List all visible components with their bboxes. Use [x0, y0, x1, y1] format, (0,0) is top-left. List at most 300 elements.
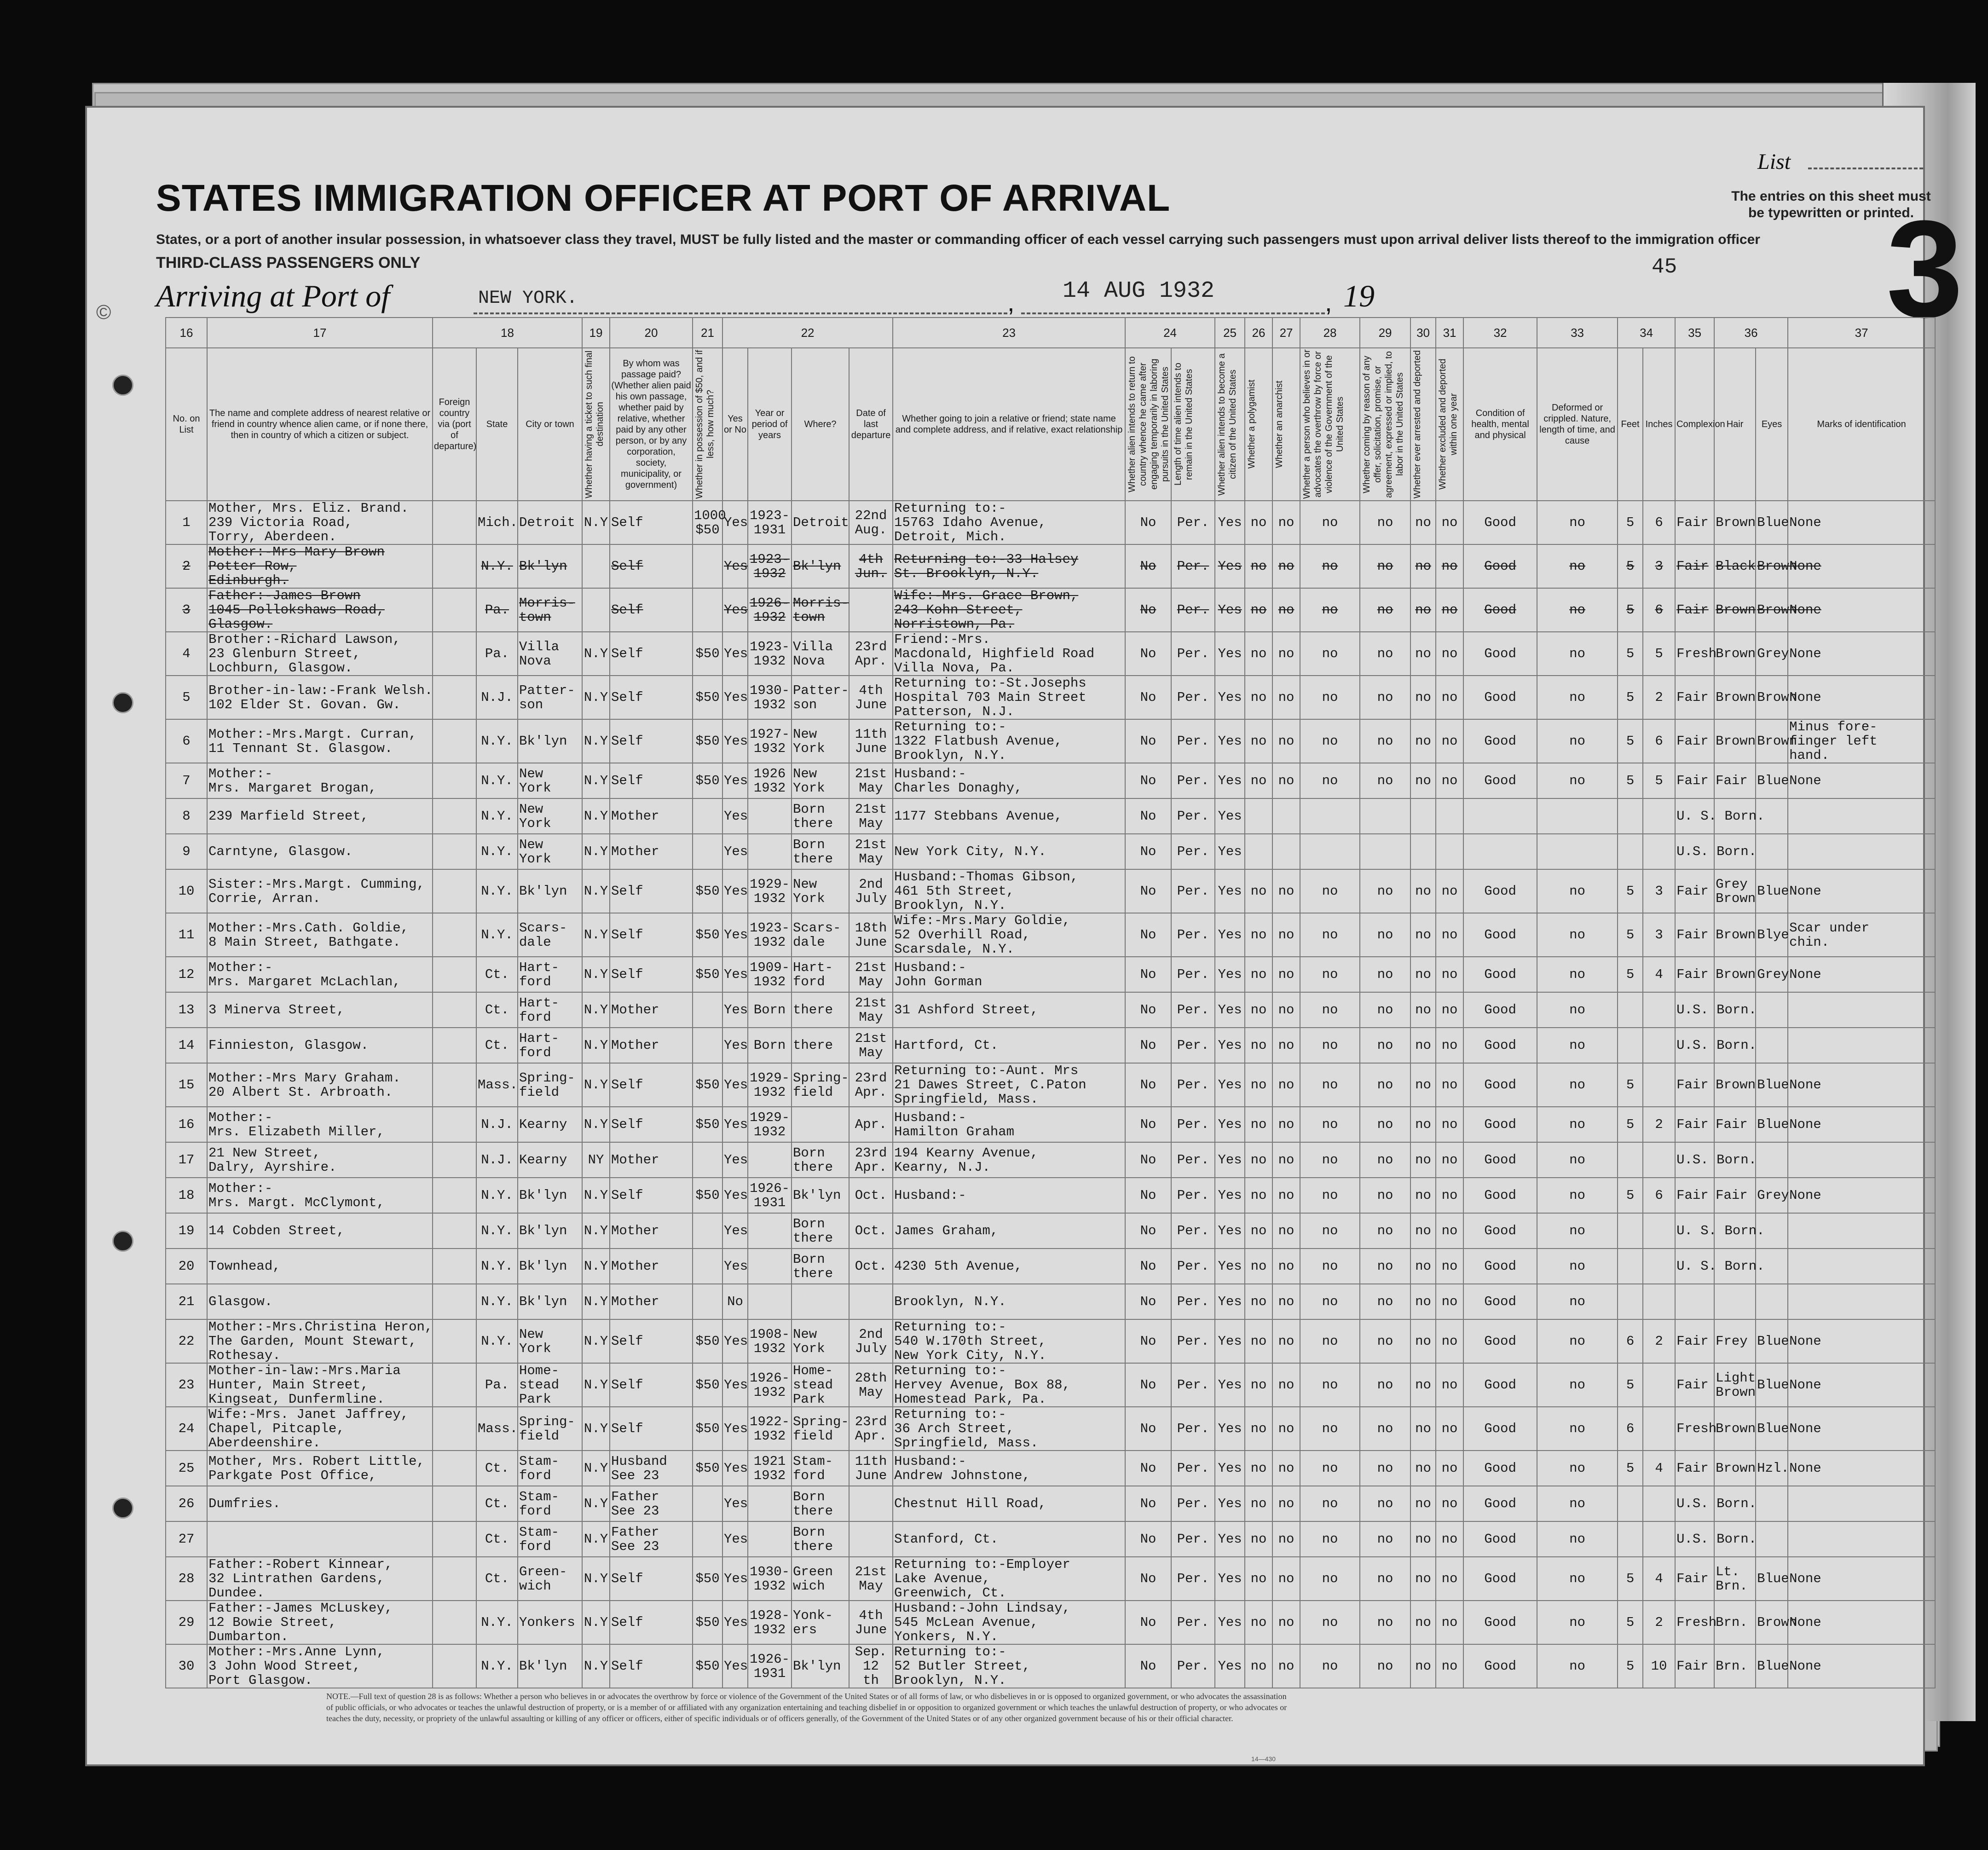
- cell-where-before: Bk'lyn: [792, 1178, 849, 1213]
- colnum-32: 32: [1463, 318, 1537, 348]
- cell-passage-paid-by: Self: [610, 1363, 693, 1407]
- cell-via-port: [433, 544, 476, 588]
- cell-anarchist: no: [1272, 957, 1300, 992]
- table-row: [166, 1213, 1935, 1249]
- cell-complexion: Fair: [1675, 719, 1714, 763]
- cell-deported: no: [1410, 1319, 1436, 1363]
- cell-overthrow-belief: no: [1300, 1284, 1360, 1319]
- cell-deformed: no: [1537, 1249, 1618, 1284]
- cell-ticket-to-destination: N.Y: [582, 763, 610, 798]
- cell-deported: no: [1410, 676, 1436, 719]
- cell-polygamist: no: [1245, 913, 1272, 957]
- cell-years-before: Born: [748, 992, 792, 1028]
- cell-anarchist: no: [1272, 676, 1300, 719]
- cell-dest-city: Home- stead Park: [518, 1363, 582, 1407]
- cell-passage-paid-by: Self: [610, 1601, 693, 1644]
- cell-length-of-stay: Per.: [1171, 763, 1215, 798]
- binder-hole: [112, 1231, 133, 1252]
- cell-excluded: no: [1436, 1063, 1463, 1107]
- cell-length-of-stay: Per.: [1171, 1557, 1215, 1601]
- cell-complexion: U.S. Born.: [1675, 1486, 1714, 1521]
- cell-money-fifty: [693, 588, 722, 632]
- cell-height-inches: 6: [1643, 1178, 1675, 1213]
- cell-identification-marks: [1788, 1486, 1935, 1521]
- cell-list-number: 5: [166, 676, 207, 719]
- cell-polygamist: no: [1245, 719, 1272, 763]
- cell-height-inches: 5: [1643, 763, 1675, 798]
- cell-joining-relative: Stanford, Ct.: [893, 1521, 1125, 1557]
- table-row: [166, 1063, 1935, 1107]
- cell-list-number: 23: [166, 1363, 207, 1407]
- cell-dest-city: Kearny: [518, 1142, 582, 1178]
- cell-health-condition: Good: [1463, 1107, 1537, 1142]
- cell-ticket-to-destination: N.Y: [582, 1319, 610, 1363]
- cell-labor-offer: no: [1360, 1521, 1410, 1557]
- cell-nearest-relative: Mother:- Mrs. Elizabeth Miller,: [207, 1107, 433, 1142]
- cell-labor-offer: no: [1360, 1028, 1410, 1063]
- table-row: [166, 1521, 1935, 1557]
- cell-height-inches: [1643, 1284, 1675, 1319]
- cell-anarchist: no: [1272, 1028, 1300, 1063]
- cell-passage-paid-by: Father See 23: [610, 1521, 693, 1557]
- table-row: [166, 1557, 1935, 1601]
- cell-polygamist: no: [1245, 869, 1272, 913]
- cell-list-number: 24: [166, 1407, 207, 1451]
- binder-hole: [112, 1497, 133, 1519]
- cell-joining-relative: Returning to:-Aunt. Mrs 21 Dawes Street, C.Paton Springfield, Mass.: [893, 1063, 1125, 1107]
- table-row: [166, 588, 1935, 632]
- cell-height-inches: 6: [1643, 501, 1675, 544]
- cell-excluded: no: [1436, 869, 1463, 913]
- cell-intends-return: No: [1125, 501, 1171, 544]
- cell-ticket-to-destination: N.Y: [582, 1363, 610, 1407]
- colnum-28: 28: [1300, 318, 1360, 348]
- header-labor-offer: [1360, 348, 1410, 501]
- cell-intends-return: No: [1125, 588, 1171, 632]
- cell-via-port: [433, 1363, 476, 1407]
- cell-length-of-stay: Per.: [1171, 501, 1215, 544]
- cell-identification-marks: None: [1788, 588, 1935, 632]
- cell-been-before: Yes: [722, 1028, 748, 1063]
- cell-labor-offer: no: [1360, 1107, 1410, 1142]
- cell-height-inches: [1643, 834, 1675, 869]
- cell-deported: no: [1410, 957, 1436, 992]
- cell-length-of-stay: Per.: [1171, 1486, 1215, 1521]
- cell-dest-city: Stam- ford: [518, 1521, 582, 1557]
- cell-eye-color: Grey: [1756, 1178, 1788, 1213]
- cell-last-departure: 23rd Apr.: [849, 632, 893, 676]
- cell-list-number: 8: [166, 798, 207, 834]
- cell-deported: no: [1410, 588, 1436, 632]
- cell-last-departure: 11th June: [849, 1451, 893, 1486]
- cell-where-before: Born there: [792, 1521, 849, 1557]
- cell-deformed: no: [1537, 992, 1618, 1028]
- cell-labor-offer: no: [1360, 719, 1410, 763]
- cell-joining-relative: Husband:-Thomas Gibson, 461 5th Street, Brooklyn, N.Y.: [893, 869, 1125, 913]
- cell-anarchist: no: [1272, 1363, 1300, 1407]
- cell-eye-color: Blue: [1756, 1063, 1788, 1107]
- cell-height-feet: 5: [1618, 632, 1643, 676]
- cell-deformed: no: [1537, 1178, 1618, 1213]
- cell-eye-color: Blue: [1756, 1107, 1788, 1142]
- cell-passage-paid-by: Mother: [610, 1142, 693, 1178]
- cell-via-port: [433, 1142, 476, 1178]
- cell-height-feet: 5: [1618, 1107, 1643, 1142]
- cell-health-condition: [1463, 798, 1537, 834]
- cell-polygamist: no: [1245, 957, 1272, 992]
- cell-last-departure: 23rd Apr.: [849, 1142, 893, 1178]
- cell-via-port: [433, 1407, 476, 1451]
- header-citizen: [1215, 348, 1245, 501]
- cell-height-feet: 6: [1618, 1319, 1643, 1363]
- cell-dest-state: N.Y.: [476, 834, 518, 869]
- table-row: [166, 676, 1935, 719]
- cell-height-feet: [1618, 1028, 1643, 1063]
- cell-labor-offer: no: [1360, 1407, 1410, 1451]
- cell-money-fifty: [693, 992, 722, 1028]
- cell-years-before: 1929- 1932: [748, 1107, 792, 1142]
- cell-labor-offer: no: [1360, 676, 1410, 719]
- cell-complexion: Fair: [1675, 1451, 1714, 1486]
- colnum-22: 22: [722, 318, 893, 348]
- cell-ticket-to-destination: N.Y: [582, 1284, 610, 1319]
- cell-overthrow-belief: no: [1300, 992, 1360, 1028]
- cell-intends-return: No: [1125, 869, 1171, 913]
- cell-deported: no: [1410, 1451, 1436, 1486]
- cell-ticket-to-destination: N.Y: [582, 1249, 610, 1284]
- cell-length-of-stay: Per.: [1171, 913, 1215, 957]
- cell-joining-relative: Hartford, Ct.: [893, 1028, 1125, 1063]
- cell-length-of-stay: Per.: [1171, 1284, 1215, 1319]
- cell-where-before: Yonk- ers: [792, 1601, 849, 1644]
- cell-hair-color: Grey Brown: [1714, 869, 1756, 913]
- cell-been-before: Yes: [722, 957, 748, 992]
- cell-nearest-relative: Father:-James Brown 1045 Pollokshaws Road, Glasgow.: [207, 588, 433, 632]
- cell-intends-return: No: [1125, 913, 1171, 957]
- cell-via-port: [433, 869, 476, 913]
- form-number: 14—430: [1251, 1755, 1276, 1763]
- cell-identification-marks: None: [1788, 1601, 1935, 1644]
- cell-height-feet: 5: [1618, 588, 1643, 632]
- cell-passage-paid-by: Mother: [610, 992, 693, 1028]
- cell-hair-color: Brown: [1714, 588, 1756, 632]
- cell-eye-color: Blue: [1756, 1557, 1788, 1601]
- cell-length-of-stay: Per.: [1171, 1213, 1215, 1249]
- cell-via-port: [433, 834, 476, 869]
- cell-where-before: New York: [792, 763, 849, 798]
- cell-money-fifty: [693, 1028, 722, 1063]
- cell-passage-paid-by: Self: [610, 1319, 693, 1363]
- cell-eye-color: Blue: [1756, 1407, 1788, 1451]
- cell-nearest-relative: Mother:- Mrs. Margaret McLachlan,: [207, 957, 433, 992]
- cell-length-of-stay: Per.: [1171, 1644, 1215, 1688]
- cell-passage-paid-by: Self: [610, 501, 693, 544]
- cell-identification-marks: [1788, 834, 1935, 869]
- cell-ticket-to-destination: N.Y: [582, 1451, 610, 1486]
- cell-joining-relative: Returning to:- Hervey Avenue, Box 88, Homestead Park, Pa.: [893, 1363, 1125, 1407]
- cell-intends-return: No: [1125, 544, 1171, 588]
- header-length-of-stay: [1171, 348, 1215, 501]
- cell-dest-state: N.Y.: [476, 1284, 518, 1319]
- cell-identification-marks: None: [1788, 1407, 1935, 1451]
- cell-been-before: Yes: [722, 1451, 748, 1486]
- cell-health-condition: Good: [1463, 1249, 1537, 1284]
- cell-deformed: no: [1537, 869, 1618, 913]
- cell-deformed: no: [1537, 501, 1618, 544]
- cell-height-feet: 5: [1618, 1601, 1643, 1644]
- cell-health-condition: Good: [1463, 1601, 1537, 1644]
- table-row: [166, 719, 1935, 763]
- cell-excluded: [1436, 798, 1463, 834]
- cell-list-number: 19: [166, 1213, 207, 1249]
- cell-where-before: [792, 1107, 849, 1142]
- cell-last-departure: 21st May: [849, 1028, 893, 1063]
- cell-identification-marks: None: [1788, 1557, 1935, 1601]
- passenger-rows: [166, 501, 1935, 1688]
- cell-excluded: no: [1436, 1451, 1463, 1486]
- cell-excluded: no: [1436, 1284, 1463, 1319]
- cell-been-before: Yes: [722, 1363, 748, 1407]
- cell-polygamist: no: [1245, 1142, 1272, 1178]
- cell-height-inches: 10: [1643, 1644, 1675, 1688]
- cell-last-departure: 21st May: [849, 798, 893, 834]
- cell-money-fifty: $50: [693, 869, 722, 913]
- cell-complexion: Fair: [1675, 869, 1714, 913]
- cell-identification-marks: [1788, 992, 1935, 1028]
- cell-where-before: New York: [792, 869, 849, 913]
- cell-dest-state: Ct.: [476, 1451, 518, 1486]
- cell-where-before: Villa Nova: [792, 632, 849, 676]
- cell-labor-offer: no: [1360, 1319, 1410, 1363]
- cell-overthrow-belief: no: [1300, 1213, 1360, 1249]
- cell-dest-city: New York: [518, 1319, 582, 1363]
- cell-deported: no: [1410, 1644, 1436, 1688]
- cell-dest-state: Ct.: [476, 957, 518, 992]
- header-labor-offer-text: Whether coming by reason of any offer, solicitation, promise, or agreement, expressed or implied, to labor in the United States: [1362, 351, 1405, 498]
- cell-length-of-stay: Per.: [1171, 992, 1215, 1028]
- cell-identification-marks: [1788, 1213, 1935, 1249]
- cell-years-before: Born: [748, 1028, 792, 1063]
- cell-complexion: Fair: [1675, 588, 1714, 632]
- cell-money-fifty: $50: [693, 913, 722, 957]
- cell-dest-state: Mass.: [476, 1407, 518, 1451]
- cell-years-before: 1922- 1932: [748, 1407, 792, 1451]
- arriving-label: Arriving at Port of: [156, 278, 390, 313]
- cell-list-number: 22: [166, 1319, 207, 1363]
- cell-intends-citizen: Yes: [1215, 913, 1245, 957]
- separator-comma: ,: [1325, 288, 1332, 317]
- passenger-table: [165, 317, 1936, 1688]
- cell-joining-relative: Husband:- Hamilton Graham: [893, 1107, 1125, 1142]
- cell-eye-color: Brown: [1756, 719, 1788, 763]
- cell-dest-city: Bk'lyn: [518, 1178, 582, 1213]
- port-name: NEW YORK.: [478, 288, 578, 309]
- cell-dest-city: Green- wich: [518, 1557, 582, 1601]
- colnum-25: 25: [1215, 318, 1245, 348]
- cell-health-condition: Good: [1463, 869, 1537, 913]
- cell-passage-paid-by: Self: [610, 957, 693, 992]
- cell-excluded: no: [1436, 1142, 1463, 1178]
- cell-height-feet: [1618, 798, 1643, 834]
- cell-passage-paid-by: Father See 23: [610, 1486, 693, 1521]
- cell-last-departure: [849, 1486, 893, 1521]
- cell-height-feet: [1618, 1486, 1643, 1521]
- cell-joining-relative: James Graham,: [893, 1213, 1125, 1249]
- cell-ticket-to-destination: N.Y: [582, 1178, 610, 1213]
- cell-complexion: Fair: [1675, 1319, 1714, 1363]
- cell-money-fifty: [693, 1521, 722, 1557]
- cell-intends-return: No: [1125, 1451, 1171, 1486]
- header-anarchist-text: Whether an anarchist: [1274, 380, 1285, 468]
- cell-health-condition: Good: [1463, 588, 1537, 632]
- cell-joining-relative: 1177 Stebbans Avenue,: [893, 798, 1125, 834]
- cell-anarchist: no: [1272, 1557, 1300, 1601]
- cell-height-feet: 5: [1618, 1063, 1643, 1107]
- cell-identification-marks: None: [1788, 763, 1935, 798]
- cell-deformed: no: [1537, 1107, 1618, 1142]
- header-polygamist-text: Whether a polygamist: [1247, 380, 1257, 469]
- cell-complexion: Fair: [1675, 1178, 1714, 1213]
- cell-where-before: Bk'lyn: [792, 544, 849, 588]
- cell-intends-return: No: [1125, 1363, 1171, 1407]
- cell-passage-paid-by: Self: [610, 869, 693, 913]
- cell-health-condition: Good: [1463, 501, 1537, 544]
- cell-labor-offer: no: [1360, 1601, 1410, 1644]
- cell-labor-offer: no: [1360, 1363, 1410, 1407]
- cell-identification-marks: None: [1788, 1319, 1935, 1363]
- cell-last-departure: [849, 1284, 893, 1319]
- colnum-18: 18: [433, 318, 582, 348]
- cell-dest-city: New York: [518, 763, 582, 798]
- cell-deformed: no: [1537, 1486, 1618, 1521]
- cell-via-port: [433, 1063, 476, 1107]
- cell-years-before: [748, 1249, 792, 1284]
- cell-intends-citizen: Yes: [1215, 501, 1245, 544]
- cell-been-before: Yes: [722, 632, 748, 676]
- cell-height-inches: [1643, 1363, 1675, 1407]
- cell-dest-state: N.Y.: [476, 719, 518, 763]
- cell-length-of-stay: Per.: [1171, 1451, 1215, 1486]
- table-row: [166, 913, 1935, 957]
- cell-years-before: 1909- 1932: [748, 957, 792, 992]
- cell-intends-citizen: Yes: [1215, 1284, 1245, 1319]
- cell-nearest-relative: Father:-James McLuskey, 12 Bowie Street, Dumbarton.: [207, 1601, 433, 1644]
- cell-list-number: 17: [166, 1142, 207, 1178]
- header-last-departure: Date of last departure: [849, 348, 893, 501]
- cell-ticket-to-destination: N.Y: [582, 676, 610, 719]
- header-state: State: [476, 348, 518, 501]
- cell-anarchist: no: [1272, 763, 1300, 798]
- cell-labor-offer: no: [1360, 1249, 1410, 1284]
- cell-overthrow-belief: no: [1300, 1178, 1360, 1213]
- cell-money-fifty: $50: [693, 1451, 722, 1486]
- cell-eye-color: [1756, 1028, 1788, 1063]
- cell-eye-color: [1756, 1284, 1788, 1319]
- cell-nearest-relative: Mother:- Mrs. Margaret Brogan,: [207, 763, 433, 798]
- cell-length-of-stay: Per.: [1171, 1249, 1215, 1284]
- cell-length-of-stay: Per.: [1171, 588, 1215, 632]
- year-prefix: 19: [1343, 278, 1375, 313]
- cell-joining-relative: Friend:-Mrs. Macdonald, Highfield Road Villa Nova, Pa.: [893, 632, 1125, 676]
- cell-complexion: Fair: [1675, 957, 1714, 992]
- cell-anarchist: no: [1272, 1107, 1300, 1142]
- cell-identification-marks: None: [1788, 1107, 1935, 1142]
- cell-labor-offer: no: [1360, 544, 1410, 588]
- cell-ticket-to-destination: N.Y: [582, 834, 610, 869]
- port-rule: [474, 312, 1007, 314]
- cell-anarchist: no: [1272, 1601, 1300, 1644]
- cell-polygamist: no: [1245, 588, 1272, 632]
- cell-overthrow-belief: no: [1300, 1601, 1360, 1644]
- cell-intends-citizen: Yes: [1215, 1249, 1245, 1284]
- cell-intends-return: No: [1125, 1486, 1171, 1521]
- cell-polygamist: [1245, 834, 1272, 869]
- cell-list-number: 26: [166, 1486, 207, 1521]
- cell-years-before: [748, 834, 792, 869]
- cell-where-before: Born there: [792, 1249, 849, 1284]
- colnum-23: 23: [893, 318, 1125, 348]
- cell-been-before: Yes: [722, 544, 748, 588]
- cell-health-condition: Good: [1463, 1142, 1537, 1178]
- cell-years-before: 1929- 1932: [748, 869, 792, 913]
- cell-height-feet: [1618, 1213, 1643, 1249]
- cell-height-inches: 4: [1643, 1557, 1675, 1601]
- cell-deported: no: [1410, 1028, 1436, 1063]
- cell-height-feet: [1618, 992, 1643, 1028]
- cell-been-before: Yes: [722, 1319, 748, 1363]
- table-row: [166, 1601, 1935, 1644]
- cell-ticket-to-destination: N.Y: [582, 719, 610, 763]
- colnum-26: 26: [1245, 318, 1272, 348]
- colnum-37: 37: [1788, 318, 1935, 348]
- cell-ticket-to-destination: N.Y: [582, 1028, 610, 1063]
- cell-labor-offer: [1360, 798, 1410, 834]
- cell-excluded: no: [1436, 1557, 1463, 1601]
- cell-ticket-to-destination: N.Y: [582, 501, 610, 544]
- cell-list-number: 25: [166, 1451, 207, 1486]
- cell-intends-citizen: Yes: [1215, 1142, 1245, 1178]
- table-row: [166, 992, 1935, 1028]
- cell-via-port: [433, 992, 476, 1028]
- cell-complexion: Fair: [1675, 501, 1714, 544]
- cell-years-before: [748, 1521, 792, 1557]
- cell-complexion: U.S. Born.: [1675, 1521, 1714, 1557]
- cell-dest-city: Bk'lyn: [518, 719, 582, 763]
- cell-passage-paid-by: Husband See 23: [610, 1451, 693, 1486]
- cell-joining-relative: Husband:- John Gorman: [893, 957, 1125, 992]
- cell-passage-paid-by: Mother: [610, 1249, 693, 1284]
- cell-dest-state: Mich.: [476, 501, 518, 544]
- cell-identification-marks: None: [1788, 632, 1935, 676]
- cell-dest-state: N.Y.: [476, 1601, 518, 1644]
- cell-money-fifty: $50: [693, 632, 722, 676]
- cell-height-feet: 5: [1618, 913, 1643, 957]
- cell-dest-city: Yonkers: [518, 1601, 582, 1644]
- cell-hair-color: Brown: [1714, 632, 1756, 676]
- cell-dest-state: Pa.: [476, 1363, 518, 1407]
- cell-nearest-relative: Glasgow.: [207, 1284, 433, 1319]
- cell-eye-color: Blue: [1756, 1319, 1788, 1363]
- cell-where-before: Detroit: [792, 501, 849, 544]
- cell-deported: no: [1410, 763, 1436, 798]
- cell-last-departure: Apr.: [849, 1107, 893, 1142]
- cell-via-port: [433, 1486, 476, 1521]
- cell-health-condition: Good: [1463, 763, 1537, 798]
- cell-dest-city: Bk'lyn: [518, 544, 582, 588]
- cell-hair-color: Light Brown: [1714, 1363, 1756, 1407]
- page-title: STATES IMMIGRATION OFFICER AT PORT OF ARRIVAL: [156, 177, 1171, 219]
- cell-length-of-stay: Per.: [1171, 632, 1215, 676]
